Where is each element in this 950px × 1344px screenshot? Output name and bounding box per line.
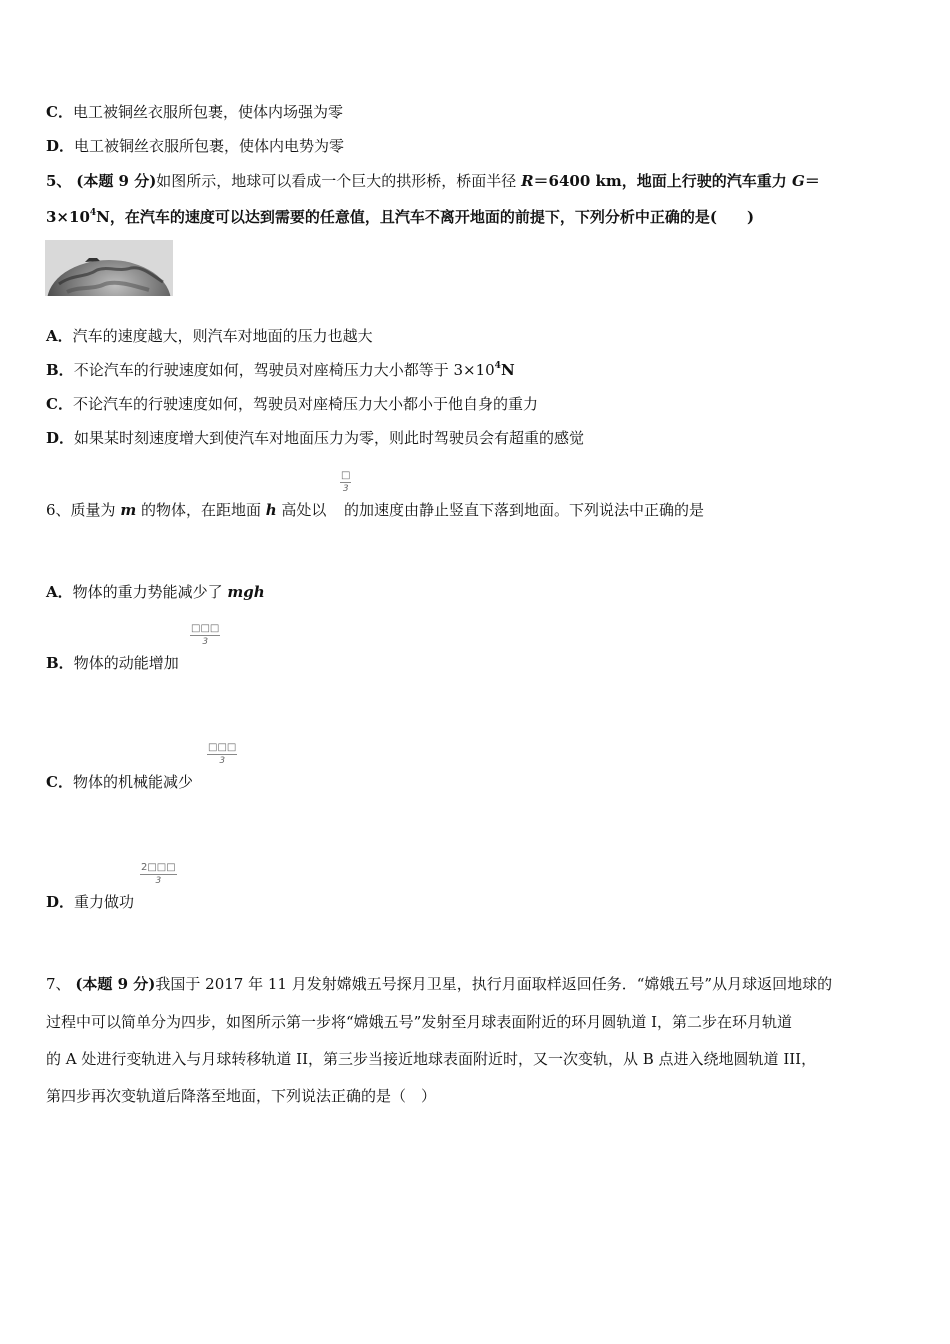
q6-option-d xyxy=(46,892,134,912)
q5-option-c xyxy=(46,394,538,414)
q5-stem-line1 xyxy=(46,171,820,191)
q5-stem-value: 3×10 xyxy=(46,208,90,226)
q6-stem-fraction-denominator: 3 xyxy=(342,484,349,494)
q6-number: 6、 xyxy=(46,501,71,519)
q6-option-b-fraction-denominator: 3 xyxy=(202,637,209,647)
q6-option-c-fraction xyxy=(207,742,237,767)
q7-stem-line4: 第四步再次变轨道后降落至地面，下列说法正确的是（ ） xyxy=(46,1087,437,1105)
q6-option-c-fraction-denominator: 3 xyxy=(219,756,226,766)
q5-stem-line2 xyxy=(46,207,754,227)
q5-option-b-unit: N xyxy=(500,361,515,379)
q5-option-c-text: 不论汽车的行驶速度如何，驾驶员对座椅压力大小都小于他自身的重力 xyxy=(72,395,538,413)
q6-option-b-text: 物体的动能增加 xyxy=(73,654,179,672)
q6-option-c-text: 物体的机械能减少 xyxy=(72,773,193,791)
q5-option-d xyxy=(46,428,584,448)
q5-option-c-label: C． xyxy=(46,395,73,413)
q5-stem-text-a: 如图所示，地球可以看成一个巨大的拱形桥，桥面半径 xyxy=(156,172,522,190)
q4-option-d-label: D． xyxy=(46,137,75,155)
q4-option-d xyxy=(46,136,344,156)
q7-line1-text: 我国于 2017 年 11 月发射嫦娥五号探月卫星，执行月面取样返回任务．“嫦娥五号”从月球返回地球的 xyxy=(155,975,833,993)
q4-option-c-text: 电工被铜丝衣服所包裹，使体内场强为零 xyxy=(72,103,343,121)
q5-option-b-label: B． xyxy=(46,361,74,379)
q6-option-c xyxy=(46,772,193,792)
q5-stem-text-b: ＝6400 km，地面上行驶的汽车重力 xyxy=(533,172,793,190)
q7-stem-line2: 过程中可以简单分为四步，如图所示第一步将“嫦娥五号”发射至月球表面附近的环月圆轨道 I，第二步在环月轨道 xyxy=(46,1013,793,1031)
q6-option-d-fraction-denominator: 3 xyxy=(155,876,162,886)
q6-option-b-fraction-numerator: □□□ xyxy=(191,623,220,634)
q6-stem-fraction xyxy=(340,470,351,495)
q6-stem-text-d: 的加速度由静止竖直下落到地面。下列说法中正确的是 xyxy=(339,501,704,519)
earth-image-graphic xyxy=(45,240,173,296)
q5-var-r: R xyxy=(521,172,534,190)
earth-arch-bridge-image xyxy=(45,240,173,296)
q5-stem-text-d: N，在汽车的速度可以达到需要的任意值，且汽车不离开地面的前提下，下列分析中正确的是( ) xyxy=(96,208,755,226)
q5-option-a-label: A． xyxy=(46,327,73,345)
q5-option-a-text: 汽车的速度越大，则汽车对地面的压力也越大 xyxy=(72,327,373,345)
q6-var-h: h xyxy=(265,501,277,519)
q6-option-d-fraction xyxy=(140,862,177,887)
q6-option-d-fraction-numerator: 2□□□ xyxy=(141,862,176,873)
q6-stem-text-a: 质量为 xyxy=(70,501,121,519)
q6-option-a-var: mgh xyxy=(227,583,265,601)
q4-option-c-label: C． xyxy=(46,103,73,121)
q6-option-a xyxy=(46,582,265,602)
q4-option-c xyxy=(46,102,343,122)
q6-option-c-fraction-numerator: □□□ xyxy=(208,742,237,753)
q7-stem-line3: 的 A 处进行变轨进入与月球转移轨道 II，第三步当接近地球表面附近时，又一次变轨，从 B 点进入绕地圆轨道 III， xyxy=(46,1050,817,1068)
q5-option-a xyxy=(46,326,373,346)
q6-option-a-label: A． xyxy=(46,583,73,601)
q5-stem-exponent: 4 xyxy=(89,208,97,218)
q5-option-d-label: D． xyxy=(46,429,75,447)
q6-option-c-label: C． xyxy=(46,773,73,791)
q6-option-d-label: D． xyxy=(46,893,75,911)
q6-stem-fraction-numerator: □ xyxy=(341,470,351,481)
q5-number: 5、 xyxy=(46,172,72,190)
q5-var-g: G xyxy=(792,172,805,190)
q5-option-b-text: 不论汽车的行驶速度如何，驾驶员对座椅压力大小都等于 3×10 xyxy=(73,361,495,379)
q5-option-b-exponent: 4 xyxy=(494,361,501,371)
q6-stem-text-b: 的物体，在距地面 xyxy=(136,501,266,519)
q5-option-d-text: 如果某时刻速度增大到使汽车对地面压力为零，则此时驾驶员会有超重的感觉 xyxy=(74,429,585,447)
q7-stem-line1 xyxy=(46,974,832,994)
q6-stem xyxy=(46,500,704,520)
q6-option-b-label: B． xyxy=(46,654,74,672)
q6-option-d-text: 重力做功 xyxy=(74,893,135,911)
q5-option-b xyxy=(46,360,515,380)
q5-stem-text-c: ＝ xyxy=(804,172,820,190)
q6-var-m: m xyxy=(120,501,137,519)
q7-number: 7、 xyxy=(46,975,71,993)
q5-score-tag: (本题 9 分) xyxy=(76,172,157,190)
q6-option-b-fraction xyxy=(190,623,220,648)
q6-option-a-text: 物体的重力势能减少了 xyxy=(72,583,228,601)
q7-score-tag: (本题 9 分) xyxy=(75,975,156,993)
q6-option-b xyxy=(46,653,179,673)
q4-option-d-text: 电工被铜丝衣服所包裹，使体内电势为零 xyxy=(74,137,345,155)
q6-stem-text-c: 高处以 xyxy=(276,501,332,519)
